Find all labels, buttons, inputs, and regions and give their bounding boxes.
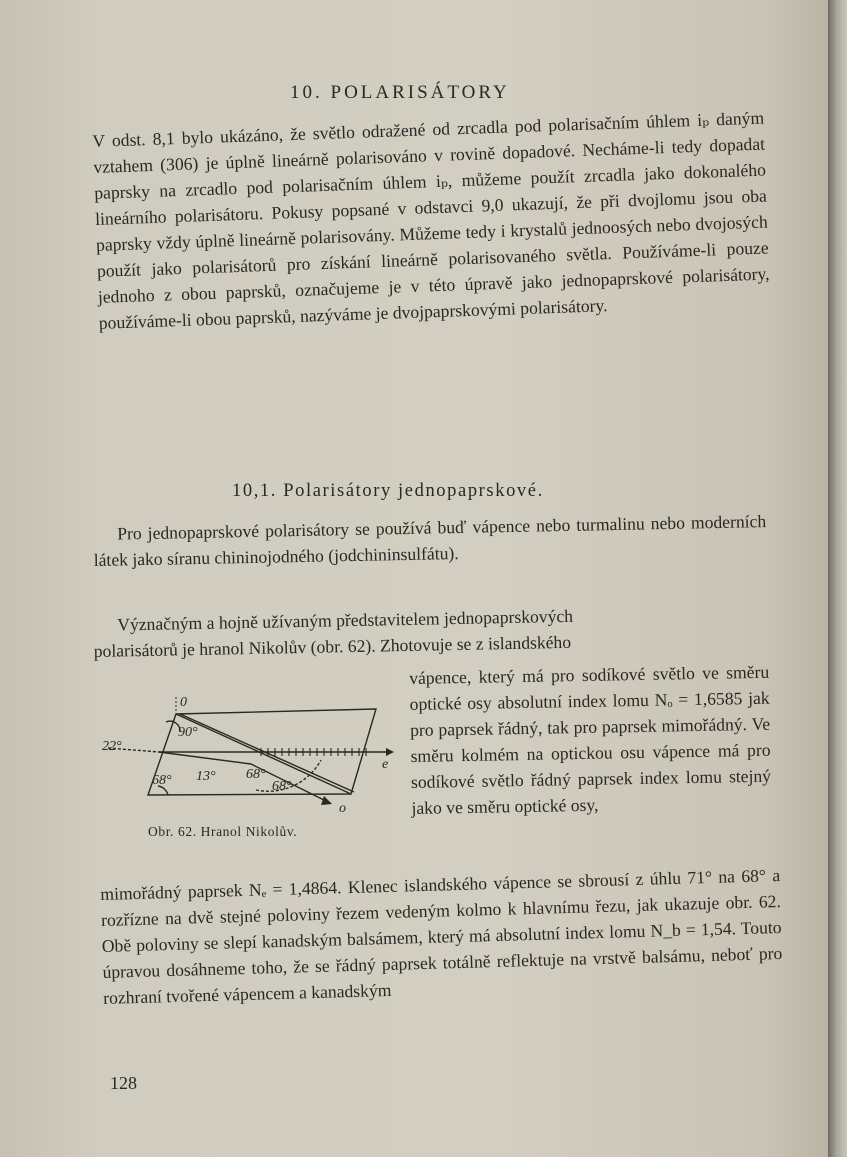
o-arrow (321, 796, 332, 805)
paragraph-3-line-2: polarisátorů je hranol Nikolův (obr. 62). Zhotovuje se z islandského (93, 631, 572, 661)
paragraph-3 (93, 599, 769, 664)
page-number: 128 (110, 1073, 137, 1093)
ordinary-ray-in (159, 752, 251, 764)
e-arrow (386, 748, 394, 756)
label-68-bottom: 68° (272, 779, 292, 794)
label-22: 22° (102, 739, 122, 754)
figure-caption: Obr. 62. Hranol Nikolův. (148, 824, 298, 839)
figure-nicol-prism (96, 692, 396, 822)
label-90: 90° (178, 725, 198, 740)
nicol-prism-diagram (96, 692, 396, 822)
page-edge-shadow (828, 0, 847, 1157)
section-title: 10,1. Polarisátory jednopaprskové. (232, 481, 544, 501)
label-68-left: 68° (152, 773, 172, 788)
chapter-title: 10. POLARISÁTORY (290, 82, 510, 103)
paragraph-3-line-1: Význačným a hojně užívaným představitelem jednopaprskových (117, 605, 574, 635)
label-o-bottom: o (339, 801, 346, 816)
label-e: e (382, 757, 389, 772)
intro-paragraph: V odst. 8,1 bylo ukázáno, že světlo odražené od zrcadla pod polarisačním úhlem iₚ daným vztahem (306) je úplně lineárně polarisováno v rovině dopadové. Necháme-li tedy dopadat paprsky na zrcadlo pod polarisačním úhlem iₚ, můžeme použít zrcadla jako dokonalého lineárního polarisátoru. Pokusy popsané v odstavci 9,0 ukazují, že při dvojlomu jsou oba paprsky vždy úplně lineárně polarisovány. Můžeme tedy i krystalů jednoosých nebo dvojosých použít jako polarisátorů pro získání lineárně polarisovaného světla. Používáme-li pouze jednoho z obou paprsků, označujeme je v této úpravě jako jednopaprskové polarisátory, používáme-li obou paprsků, nazýváme je dvojpaprskovými polarisátory. (92, 107, 770, 333)
label-13: 13° (196, 769, 216, 784)
label-68-mid: 68° (246, 767, 266, 782)
paragraph-3-wrapped-column: vápence, který má pro sodíkové světlo ve směru optické osy absolutní index lomu Nₒ = 1,6585 jak pro paprsek řádný, tak pro paprsek mimořádný. Ve směru kolmém na optickou osu vápence má pro sodíkové světlo řádný paprsek index lomu stejný jako ve směru optické osy, (409, 661, 772, 818)
label-o: 0 (180, 695, 187, 710)
paragraph-2: Pro jednopaprskové polarisátory se používá buď vápence nebo turmalinu nebo moderních látek jako síranu chininojodného (jodchininsulfátu). (93, 511, 767, 570)
paragraph-4: mimořádný paprsek Nₑ = 1,4864. Klenec islandského vápence se sbrousí z úhlu 71° na 68° a rozřízne na dvě stejné poloviny řezem vedeným kolmo k hlavnímu řezu, jak ukazuje obr. 62. Obě poloviny se slepí kanadským balsámem, který má absolutní index lomu N_b = 1,54. Touto úpravou dosáhneme toho, že se řádný paprsek totálně reflektuje na vrstvě balsámu, neboť pro rozhraní tvořené vápencem a kanadským (100, 865, 783, 1008)
